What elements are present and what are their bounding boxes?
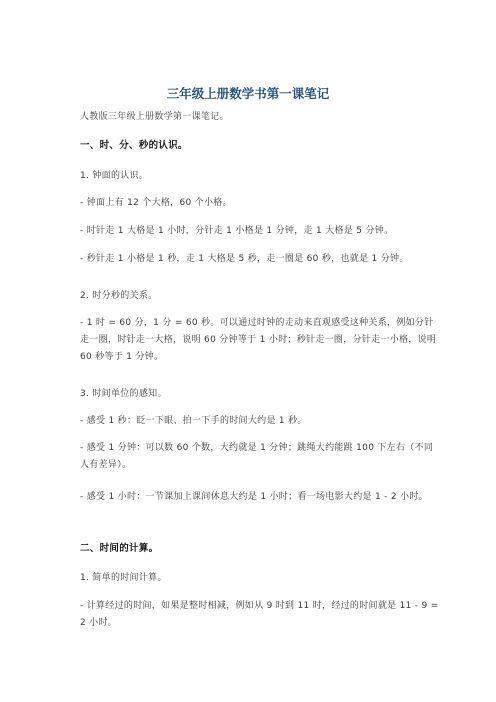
section-1-item-2-title: 2. 时分秒的关系。 [80, 291, 158, 301]
section-1-item-1-point-2: - 时针走 1 大格是 1 小时，分针走 1 小格是 1 分钟，走 1 大格是 5 分钟。 [80, 226, 394, 236]
section-1-item-2-point-1: - 1 时 = 60 分，1 分 = 60 秒。可以通过时钟的走动来直观感受这种关系，例如分针走一圈，时针走一大格，说明 60 分钟等于 1 小时；秒针走一圈，分针走一小格，说明 60 秒等于 1 分钟。 [80, 318, 437, 362]
section-2-item-1-title: 1. 简单的时间计算。 [80, 573, 167, 583]
section-1-item-1-title: 1. 钟面的认识。 [80, 171, 149, 181]
section-1-heading: 一、时、分、秒的认识。 [80, 140, 188, 151]
document-title: 三年级上册数学书第一课笔记 [166, 86, 330, 101]
intro-text: 人教版三年级上册数学第一课笔记。 [80, 112, 229, 122]
section-2-heading: 二、时间的计算。 [80, 543, 159, 554]
section-1-item-3-point-2: - 感受 1 分钟：可以数 60 个数，大约就是 1 分钟；跳绳大约能跳 100 下左右（不同人有差异）。 [80, 443, 434, 470]
section-1-item-3-point-1: - 感受 1 秒：眨一下眼、拍一下手的时间大约是 1 秒。 [80, 416, 307, 426]
section-1-item-3-title: 3. 时间单位的感知。 [80, 389, 167, 399]
section-1-item-1-point-1: - 钟面上有 12 个大格，60 个小格。 [80, 198, 232, 208]
section-1-item-1-point-3: - 秒针走 1 小格是 1 秒，走 1 大格是 5 秒，走一圈是 60 秒，也就是 1 分钟。 [80, 254, 409, 264]
section-1-item-3-point-3: - 感受 1 小时：一节课加上课间休息大约是 1 小时；看一场电影大约是 1 - 2 小时。 [80, 492, 428, 502]
section-2-item-1-point-1: - 计算经过的时间，如果是整时相减，例如从 9 时到 11 时，经过的时间就是 11 - 9 = 2 小时。 [80, 601, 439, 628]
